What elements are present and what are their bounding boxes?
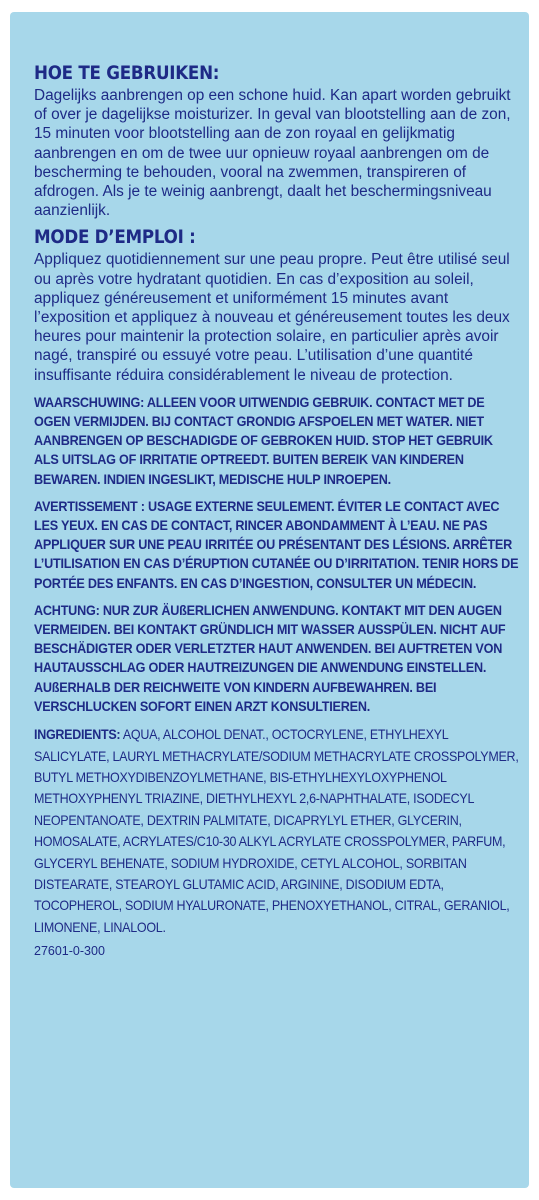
ingredients-list: AQUA, ALCOHOL DENAT., OCTOCRYLENE, ETHYLHEXYL SALICYLATE, LAURYL METHACRYLATE/SODIUM METHACRYLATE CROSSPOLYMER, BUTYL METHOXYDIBENZOYLMETHANE, BIS-ETHYLHEXYLOXYPHENOL METHOXYPHENYL TRIAZINE, DIETHYLHEXYL 2,6-NAPHTHALATE, ISODECYL NEOPENTANOATE, DEXTRIN PALMITATE, DICAPRYLYL ETHER, GLYCERIN, HOMOSALATE, ACRYLATES/C10-30 ALKYL ACRYLATE CROSSPOLYMER, PARFUM, GLYCERYL BEHENATE, SODIUM HYDROXIDE, CETYL ALCOHOL, SORBITAN DISTEARATE, STEAROYL GLUTAMIC ACID, ARGININE, DISODIUM EDTA, TOCOPHEROL, SODIUM HYALURONATE, PHENOXYETHANOL, CITRAL, GERANIOL, LIMONENE, LINALOOL.	[34, 727, 519, 935]
fr-warning-text: AVERTISSEMENT : USAGE EXTERNE SEULEMENT. ÉVITER LE CONTACT AVEC LES YEUX. EN CAS DE CONTACT, RINCER ABONDAMMENT À L’EAU. NE PAS APPLIQUER SUR UNE PEAU IRRITÉE OU PRÉSENTANT DES LÉSIONS. ARRÊTER L’UTILISATION EN CAS D’ÉRUPTION CUTANÉE OU D’IRRITATION. TENIR HORS DE PORTÉE DES ENFANTS. EN CAS D’INGESTION, CONSULTER UN MÉDECIN.	[34, 498, 519, 591]
nl-usage-text: Dagelijks aanbrengen op een schone huid. Kan apart worden gebruikt of over je dagelijkse moisturizer. In geval van blootstelling aan de zon, 15 minuten voor blootstelling aan de zon royaal en gelijkmatig aanbrengen en om de twee uur opnieuw royaal aanbrengen om de bescherming te behouden, vooral na zwemmen, transpireren of afdrogen. Als je te weinig aanbrengt, daalt het beschermingsniveau aanzienlijk.	[34, 87, 511, 220]
nl-usage-heading: HOE TE GEBRUIKEN:	[34, 62, 220, 84]
label-content	[34, 62, 518, 960]
product-code: 27601-0-300	[34, 944, 105, 959]
nl-warning-text: WAARSCHUWING: ALLEEN VOOR UITWENDIG GEBRUIK. CONTACT MET DE OGEN VERMIJDEN. BIJ CONTACT GRONDIG AFSPOELEN MET WATER. NIET AANBRENGEN OP BESCHADIGDE OF GEBROKEN HUID. STOP HET GEBRUIK ALS UITSLAG OF IRRITATIE OPTREEDT. BUITEN BEREIK VAN KINDEREN BEWAREN. INDIEN INGESLIKT, MEDISCHE HULP INROEPEN.	[34, 394, 493, 487]
ingredients-text	[34, 724, 519, 938]
de-warning-text: ACHTUNG: NUR ZUR ÄUßERLICHEN ANWENDUNG. KONTAKT MIT DEN AUGEN VERMEIDEN. BEI KONTAKT GRÜNDLICH MIT WASSER AUSSPÜLEN. NICHT AUF BESCHÄDIGTER ODER VERLETZTER HAUT ANWENDEN. BEI AUFTRETEN VON HAUTAUSSCHLAG ODER HAUTREIZUNGEN DIE ANWENDUNG EINSTELLEN. AUßERHALB DER REICHWEITE VON KINDERN AUFBEWAHREN. BEI VERSCHLUCKEN SOFORT EINEN ARZT KONSULTIEREN.	[34, 602, 506, 714]
fr-usage-heading: MODE D’EMPLOI :	[34, 226, 196, 249]
ingredients-label: INGREDIENTS:	[34, 727, 121, 743]
fr-usage-text: Appliquez quotidiennement sur une peau propre. Peut être utilisé seul ou après votre hydratant quotidien. En cas d’exposition au soleil, appliquez généreusement et uniformément 15 minutes avant l’exposition et appliquez à nouveau et généreusement toutes les deux heures pour maintenir la protection solaire, en particulier après avoir nagé, transpiré ou essuyé votre peau. L’utilisation d’une quantité insuffisante réduira considérablement le niveau de protection.	[34, 251, 510, 384]
label-panel	[10, 12, 529, 1188]
